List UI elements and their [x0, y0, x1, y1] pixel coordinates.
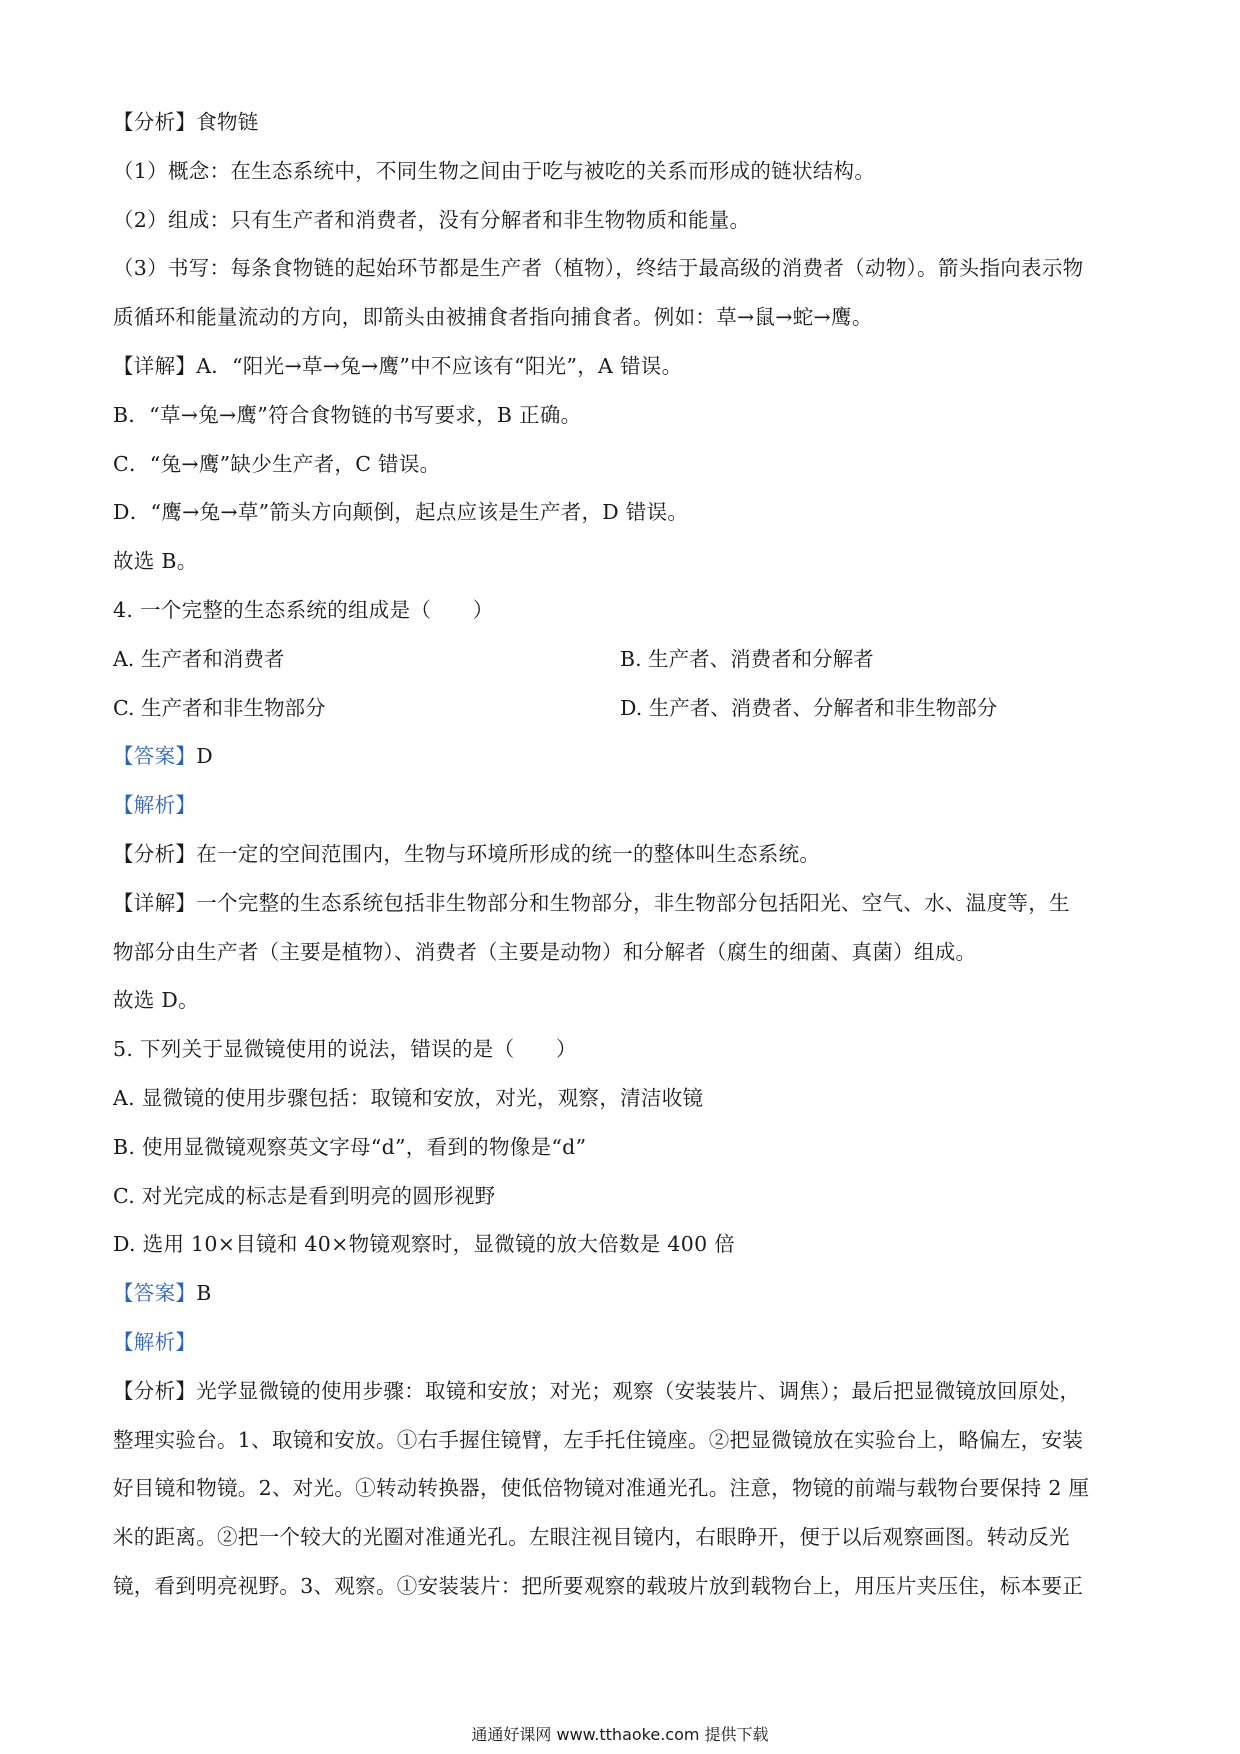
question-4-option-b: B. 生产者、消费者和分解者	[620, 646, 874, 671]
answer-label: 【答案】	[113, 1281, 197, 1306]
writing-text-1: （3）书写：每条食物链的起始环节都是生产者（植物），终结于最高级的消费者（动物）。箭头指向表示物	[113, 256, 1084, 281]
writing-text-2: 质循环和能量流动的方向，即箭头由被捕食者指向捕食者。例如：草→鼠→蛇→鹰。	[113, 305, 873, 330]
question-4-detail-1: 【详解】一个完整的生态系统包括非生物部分和生物部分，非生物部分包括阳光、空气、水、温度等，生	[113, 890, 1070, 915]
question-4-options-row-2	[113, 684, 1133, 733]
question-4-option-d: D. 生产者、消费者、分解者和非生物部分	[620, 695, 998, 720]
analysis-heading: 【分析】食物链	[113, 110, 259, 134]
question-5-analysis-2: 整理实验台。1、取镜和安放。①右手握住镜臂，左手托住镜座。②把显微镜放在实验台上，略偏左，安装	[113, 1427, 1084, 1452]
question-5-option-b: B. 使用显微镜观察英文字母“d”，看到的物像是“d”	[113, 1134, 587, 1159]
question-4-option-c: C. 生产者和非生物部分	[113, 695, 326, 720]
answer-label: 【答案】	[113, 744, 197, 769]
question-4-explanation-label: 【解析】	[113, 793, 197, 818]
choice-conclusion: 故选 B。	[113, 549, 198, 574]
question-5-stem: 5. 下列关于显微镜使用的说法，错误的是（ ）	[113, 1037, 577, 1062]
question-4-analysis: 【分析】在一定的空间范围内，生物与环境所形成的统一的整体叫生态系统。	[113, 841, 821, 866]
question-5-analysis-1: 【分析】光学显微镜的使用步骤：取镜和安放；对光；观察（安装装片、调焦）；最后把显微镜放回原处，	[113, 1378, 1081, 1403]
question-5-analysis-4: 米的距离。②把一个较大的光圈对准通光孔。左眼注视目镜内，右眼睁开，便于以后观察画图。转动反光	[113, 1525, 1070, 1550]
detail-c: C．“兔→鹰”缺少生产者，C 错误。	[113, 451, 441, 476]
document-body	[113, 98, 1133, 1611]
concept-text: （1）概念：在生态系统中，不同生物之间由于吃与被吃的关系而形成的链状结构。	[113, 158, 876, 183]
answer-value: D	[196, 744, 213, 769]
question-5-option-a: A. 显微镜的使用步骤包括：取镜和安放，对光，观察，清洁收镜	[113, 1085, 704, 1110]
question-5-explanation-label: 【解析】	[113, 1329, 197, 1354]
question-4-detail-2: 物部分由生产者（主要是植物）、消费者（主要是动物）和分解者（腐生的细菌、真菌）组成。	[113, 939, 977, 964]
question-4-options-row-1	[113, 635, 1133, 684]
detail-d: D．“鹰→兔→草”箭头方向颠倒，起点应该是生产者，D 错误。	[113, 500, 689, 525]
question-5-option-d: D. 选用 10×目镜和 40×物镜观察时，显微镜的放大倍数是 400 倍	[113, 1232, 736, 1257]
question-4-answer	[113, 732, 1133, 781]
question-4-conclusion: 故选 D。	[113, 988, 199, 1013]
question-5-option-c: C. 对光完成的标志是看到明亮的圆形视野	[113, 1183, 496, 1208]
page-footer: 通通好课网 www.tthaoke.com 提供下载	[471, 1725, 769, 1744]
detail-b: B．“草→兔→鹰”符合食物链的书写要求，B 正确。	[113, 402, 582, 427]
question-5-analysis-5: 镜，看到明亮视野。3、观察。①安装装片：把所要观察的载玻片放到载物台上，用压片夹压住，标本要正	[113, 1573, 1084, 1598]
detail-a: 【详解】A．“阳光→草→兔→鹰”中不应该有“阳光”，A 错误。	[113, 353, 683, 378]
question-4-option-a: A. 生产者和消费者	[113, 646, 285, 671]
composition-text: （2）组成：只有生产者和消费者，没有分解者和非生物物质和能量。	[113, 207, 751, 232]
question-5-answer	[113, 1269, 1133, 1318]
answer-value: B	[196, 1281, 212, 1306]
question-5-analysis-3: 好目镜和物镜。2、对光。①转动转换器，使低倍物镜对准通光孔。注意，物镜的前端与载物台要保持 2 厘	[113, 1476, 1090, 1501]
question-4-stem: 4. 一个完整的生态系统的组成是（ ）	[113, 597, 494, 622]
